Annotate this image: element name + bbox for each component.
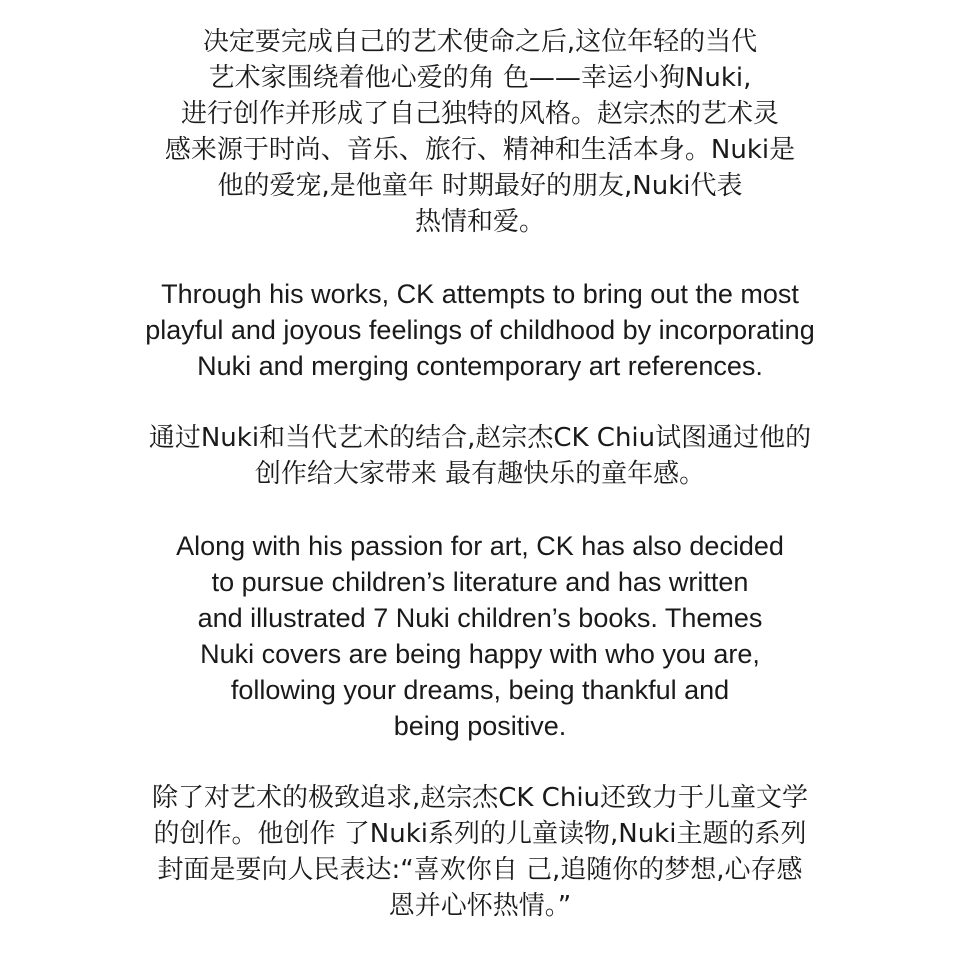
text-line: Along with his passion for art, CK has also decided — [176, 531, 784, 561]
text-line: 进行创作并形成了自己独特的风格。赵宗杰的艺术灵 — [180, 99, 779, 129]
text-line: 恩并心怀热情。” — [388, 891, 572, 921]
text-line: 艺术家围绕着他心爱的角 色——幸运小狗Nuki, — [208, 63, 752, 93]
text-line: following your dreams, being thankful and — [230, 675, 730, 705]
paragraph-chinese-books — [0, 780, 960, 924]
text-line: to pursue children’s literature and has written — [211, 567, 749, 597]
paragraph-chinese-works — [0, 420, 960, 492]
text-line: playful and joyous feelings of childhood by incorporating — [145, 315, 815, 345]
text-line: being positive. — [393, 711, 567, 741]
text-line: 除了对艺术的极致追求,赵宗杰CK Chiu还致力于儿童文学 — [151, 783, 809, 813]
text-line: Through his works, CK attempts to bring out the most — [161, 279, 799, 309]
text-line: and illustrated 7 Nuki children’s books. Themes — [197, 603, 763, 633]
text-line: Nuki covers are being happy with who you are, — [200, 639, 760, 669]
text-line: 的创作。他创作 了Nuki系列的儿童读物,Nuki主题的系列 — [153, 819, 807, 849]
text-line: 热情和爱。 — [414, 207, 545, 237]
text-line: 决定要完成自己的艺术使命之后,这位年轻的当代 — [202, 27, 758, 57]
text-line: Nuki and merging contemporary art references. — [197, 351, 763, 381]
text-line: 他的爱宠,是他童年 时期最好的朋友,Nuki代表 — [217, 171, 743, 201]
paragraph-english-works — [0, 276, 960, 384]
paragraph-chinese-intro — [0, 24, 960, 240]
text-line: 封面是要向人民表达:“喜欢你自 己,追随你的梦想,心存感 — [157, 855, 803, 885]
text-line: 感来源于时尚、音乐、旅行、精神和生活本身。Nuki是 — [164, 135, 796, 165]
text-line: 通过Nuki和当代艺术的结合,赵宗杰CK Chiu试图通过他的 — [148, 423, 812, 453]
paragraph-english-books — [0, 528, 960, 744]
text-line: 创作给大家带来 最有趣快乐的童年感。 — [254, 459, 706, 489]
